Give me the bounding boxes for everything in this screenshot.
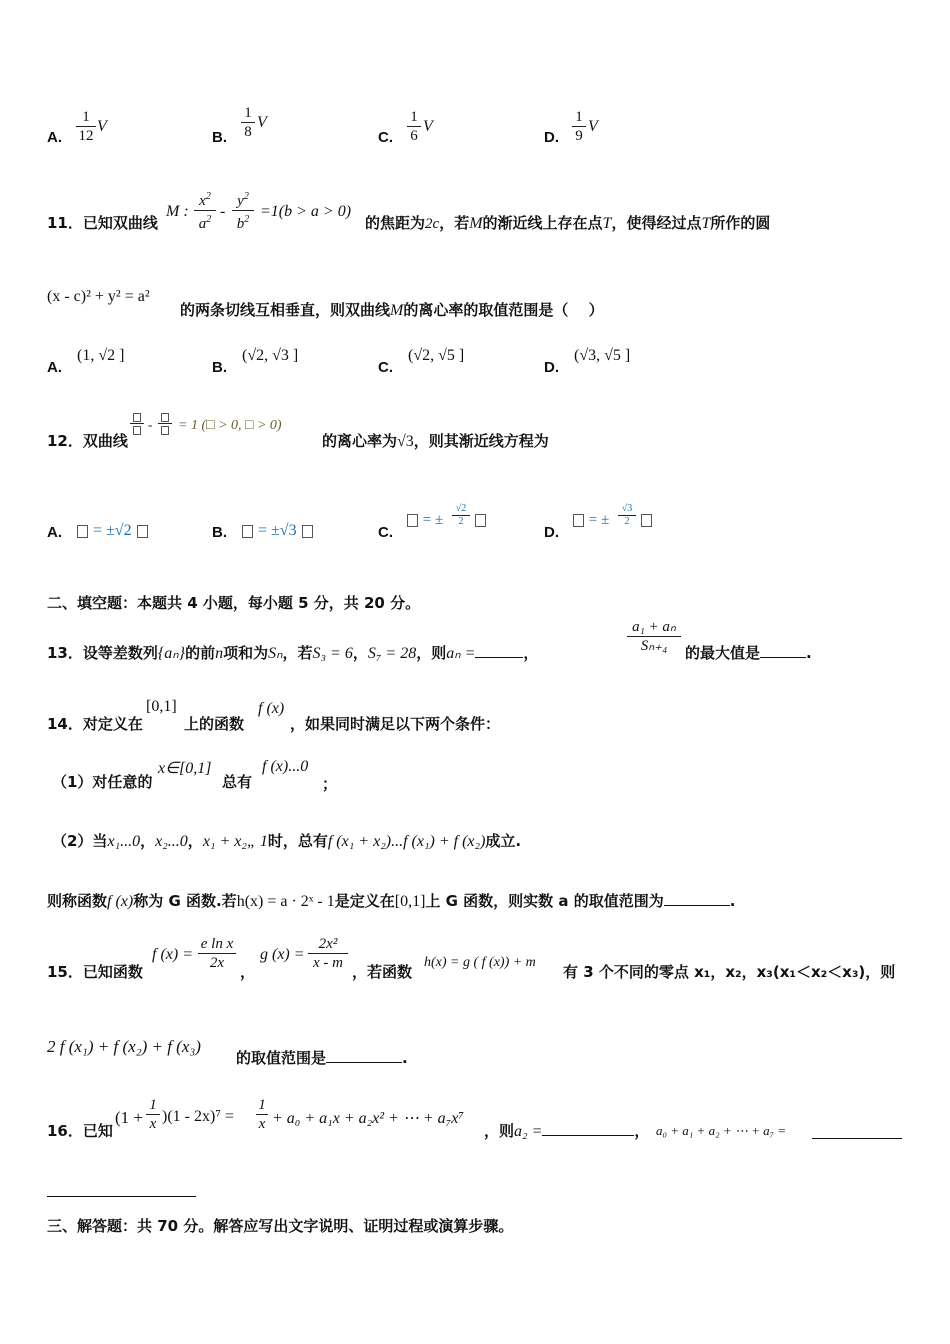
q11-m2: M — [390, 302, 404, 319]
q12-option-d-box — [641, 514, 652, 527]
q12-hyperbola-equation: - = 1 (□ > 0, □ > 0) — [130, 411, 320, 445]
q14-c1-text: 总有 — [222, 773, 253, 791]
q14-line-1b: 上的函数 — [184, 715, 245, 733]
q12-line: 12．双曲线 — [47, 432, 128, 450]
q13-line: 13．设等差数列{aₙ}的前n项和为Sₙ，若S₃ = 6，S₇ = 28，则aₙ = ， — [47, 644, 539, 662]
q11-number: 11． — [47, 214, 83, 232]
q12-option-b-label: B. — [212, 524, 227, 541]
q12-option-a-label: A. — [47, 524, 62, 541]
q13-line-b: 的最大值是 . — [685, 644, 812, 662]
q11-option-a-label: A. — [47, 359, 62, 376]
q15-f-fraction: $\frac{\text{e ln x}}{2x}$ — [198, 935, 236, 972]
q14-line-1: 14．对定义在 — [47, 715, 143, 733]
q12-option-d-label: D. — [544, 524, 559, 541]
q16-a2: a₂ = — [514, 1123, 543, 1140]
q14-concl-h: h(x) = a · 2ˣ - 1 — [236, 893, 335, 910]
q13-s3: S₃ = 6 — [312, 645, 353, 662]
q14-number: 14． — [47, 715, 83, 733]
q15-line-1: 15．已知函数 — [47, 963, 143, 981]
q10-option-a-fraction: $\frac{1}{12}$ — [76, 108, 96, 145]
q12-option-d-fraction: $\frac{√3}{2}$ — [618, 503, 636, 528]
q10-option-b-fraction: $\frac{1}{8}$ — [241, 104, 255, 141]
q12-option-b-value: = ±√3 — [241, 522, 314, 540]
q10-option-c-fraction: $\frac{1}{6}$ — [407, 108, 421, 145]
q15-sep: ， — [240, 963, 256, 981]
q14-concl-fx: f (x) — [107, 893, 134, 910]
q13-sn: Sₙ — [268, 645, 283, 662]
q13-n: n — [215, 645, 224, 662]
q15-number: 15． — [47, 963, 83, 981]
q12-option-c-fraction: $\frac{√2}{2}$ — [452, 503, 470, 528]
q15-g-lhs: g (x) = — [260, 946, 305, 963]
q11-circle-eq: (x - c)² + y² = a² — [47, 288, 150, 305]
q14-c2-sum: x₁ + x₂„ 1 — [202, 833, 268, 850]
q14-c2-ineq: f (x₁ + x₂)...f (x₁) + f (x₂) — [327, 833, 486, 850]
q14-condition-2: （2）当x₁...0，x₂...0，x₁ + x₂„ 1时，总有f (x₁ + x₂)...f (x₁) + f (x₂)成立. — [52, 832, 522, 850]
section-divider — [47, 1196, 196, 1197]
q12-option-d-value: = ± — [572, 512, 609, 529]
q13-answer-blank-2[interactable] — [760, 643, 806, 658]
q10-option-d-fraction: $\frac{1}{9}$ — [572, 108, 586, 145]
q14-conclusion: 则称函数f (x)称为 G 函数.若h(x) = a · 2ˣ - 1是定义在[0,1]上 G 函数，则实数 a 的取值范围为 . — [47, 892, 736, 910]
q15-expr: 2 f (x₁) + f (x₂) + f (x₃) — [47, 1037, 201, 1056]
q10-option-c-label: C. — [378, 129, 393, 146]
q11-line-1b: 的焦距为2c，若M的渐近线上存在点T，使得经过点T所作的圆 — [365, 214, 771, 232]
q12-option-c-label: C. — [378, 524, 393, 541]
q14-c1-end: ； — [322, 775, 338, 793]
q11-option-c-label: C. — [378, 359, 393, 376]
q12-option-c-value: = ± — [406, 512, 443, 529]
q12-option-a-value: = ±√2 — [76, 522, 149, 540]
q16-answer-blank-2[interactable] — [812, 1124, 902, 1139]
q15-line-2: 的取值范围是 . — [236, 1049, 408, 1067]
q16-rhs: + a₀ + a₁x + a₂x² + ⋯ + a₇x⁷ — [272, 1110, 464, 1127]
q14-answer-blank[interactable] — [664, 891, 730, 906]
q13-answer-blank-1[interactable] — [475, 643, 523, 658]
q12-number: 12． — [47, 432, 83, 450]
q10-option-d-label: D. — [544, 129, 559, 146]
q12-eq-tail: = 1 (□ > 0, □ > 0) — [178, 418, 282, 433]
q14-c2-x2: x₂...0 — [155, 833, 188, 850]
q16-line: 16．已知 — [47, 1122, 113, 1140]
q16-rhs-fraction: $\frac{1}{x}$ — [256, 1096, 268, 1133]
q11-focal: 2c — [425, 216, 440, 232]
q12-ecc: √3 — [397, 433, 414, 450]
q12-option-c-box — [475, 514, 486, 527]
q11-line-1 — [47, 212, 158, 233]
q11-t2: T — [701, 215, 711, 232]
q13-s7: S₇ = 28 — [367, 645, 417, 662]
q15-f-lhs: f (x) = — [152, 946, 193, 963]
q13-an: aₙ = — [446, 645, 476, 662]
q11-frac-x: $\frac{x^2}{a^2}$ — [194, 188, 216, 233]
q16-line-b: ，则a₂ = ， — [484, 1122, 650, 1140]
q10-option-b-var: V — [257, 114, 267, 131]
q11-t1: T — [602, 215, 612, 232]
q11-text-a: 已知双曲线 — [82, 214, 158, 232]
q10-option-a-var: V — [97, 118, 107, 135]
q14-fx: f (x) — [258, 700, 285, 717]
q11-line-2: 的两条切线互相垂直，则双曲线M的离心率的取值范围是（ ） — [180, 301, 604, 319]
q15-line-1b: ，若函数 — [352, 963, 413, 981]
q12-line-b: 的离心率为√3，则其渐近线方程为 — [322, 432, 549, 450]
section-3-heading: 三、解答题：共 70 分。解答应写出文字说明、证明过程或演算步骤。 — [47, 1217, 514, 1235]
section-2-heading: 二、填空题：本题共 4 小题，每小题 5 分，共 20 分。 — [47, 594, 421, 612]
q14-concl-int: [0,1] — [394, 893, 426, 910]
q16-lhs-fraction: $\frac{1}{x}$ — [146, 1096, 160, 1133]
q11-option-b-value: (√2, √3 ] — [242, 347, 299, 364]
q15-h: h(x) = g ( f (x)) + m — [424, 955, 536, 970]
q10-option-b-label: B. — [212, 129, 227, 146]
q13-fraction: $\frac{\text{a₁ + aₙ}}{\text{Sₙ₊₄}}$ — [627, 618, 681, 655]
q14-interval: [0,1] — [146, 698, 177, 715]
q13-number: 13． — [47, 644, 83, 662]
q14-c1-cond: x∈[0,1] — [158, 760, 212, 777]
q16-lhs-b: )(1 - 2x)⁷ = — [162, 1108, 234, 1125]
q10-option-d-var: V — [588, 118, 598, 135]
q16-sum: a₀ + a₁ + a₂ + ⋯ + a₇ = — [656, 1123, 787, 1138]
q11-curve-name: M : — [166, 203, 189, 220]
q16-lhs-a: (1 + — [115, 1108, 143, 1127]
q14-c1-ineq: f (x)...0 — [262, 758, 309, 775]
q11-option-a-value: (1, √2 ] — [77, 347, 125, 364]
q14-condition-1: （1）对任意的 — [52, 773, 153, 791]
q11-frac-y: $\frac{y^2}{b^2}$ — [232, 188, 254, 233]
q13-seq: {aₙ} — [157, 645, 186, 662]
q11-option-b-label: B. — [212, 359, 227, 376]
q16-number: 16． — [47, 1122, 83, 1140]
q11-eq-tail: =1(b > a > 0) — [260, 203, 352, 220]
q14-c2-x1: x₁...0 — [107, 833, 141, 850]
q16-answer-blank-1[interactable] — [542, 1121, 634, 1136]
q11-option-c-value: (√2, √5 ] — [408, 347, 465, 364]
q11-m1: M — [469, 215, 483, 232]
q11-option-d-label: D. — [544, 359, 559, 376]
q15-answer-blank[interactable] — [326, 1048, 402, 1063]
q10-option-c-var: V — [423, 118, 433, 135]
exam-page: A. $\frac{1}{12}$ V B. $\frac{1}{8}$ V C. $\frac{1}{6}$ V D. $\frac{1}{9}$ V 11．已知双曲线 M : $\frac{x^2}{a^2}$ - $\frac{y^2}{b^2}$ =1(b > a > 0) 的焦距为2c，若M的渐近线上存在点T，使得经过点T所作的圆 (x - c)² + y² = a² 的两条切线互相垂直，则双曲线M的离心率的取值范围是（ ） A. (1, √2 ] B. (√2, √3 ] C. (√2, √5 ] D. (√3, √5 ] 12．双曲线 - = 1 (□ > 0, □ > 0) 的离心率为√3，则其渐近线方程为 A. = ±√2 B. = ±√3 C. = ± $\frac{√2}{2}$ D. = ± $\frac{√3}{2}$ 二、填空题：本题共 4 小题，每小题 5 分，共 20 分。 13．设等差数列{aₙ}的前n项和为Sₙ，若S₃ = 6，S₇ = 28，则aₙ = ， $\frac{\text{a₁ + aₙ}}{\text{Sₙ₊₄}}$ 的最大值是 . 14．对定义在 [0,1] 上的函数 f (x) ，如果同时满足以下两个条件： （1）对任意的 x∈[0,1] 总有 f (x)...0 ； （2）当x₁...0，x₂...0，x₁ + x₂„ 1时，总有f (x₁ + x₂)...f (x₁) + f (x₂)成立. 则称函数f (x)称为 G 函数.若h(x) = a · 2ˣ - 1是定义在[0,1]上 G 函数，则实数 a 的取值范围为 . 15．已知函数 f (x) = $\frac{\text{e ln x}}{2x}$ ， g (x) = $\frac{\text{2x²}}{x - m}$ ，若函数 h(x) = g ( f (x)) + m 有 3 个不同的零点 x₁，x₂，x₃(x₁＜x₂＜x₃)，则 2 f (x₁) + f (x₂) + f (x₃) 的取值范围是 . 16．已知 (1 + $\frac{1}{x}$ )(1 - 2x)⁷ = $\frac{1}{x}$ + a₀ + a₁x + a₂x² + ⋯ + a₇x⁷ ，则a₂ = ， a₀ + a₁ + a₂ + ⋯ + a₇ = 三、解答题：共 70 分。解答应写出文字说明、证明过程或演算步骤。 — [0, 0, 950, 1344]
q10-option-a-label: A. — [47, 129, 62, 146]
q15-g-fraction: $\frac{\text{2x²}}{x - m}$ — [308, 935, 348, 972]
q11-option-d-value: (√3, √5 ] — [574, 347, 631, 364]
q14-line-1c: ，如果同时满足以下两个条件： — [290, 715, 501, 733]
q15-line-1c: 有 3 个不同的零点 x₁，x₂，x₃(x₁＜x₂＜x₃)，则 — [563, 963, 896, 981]
